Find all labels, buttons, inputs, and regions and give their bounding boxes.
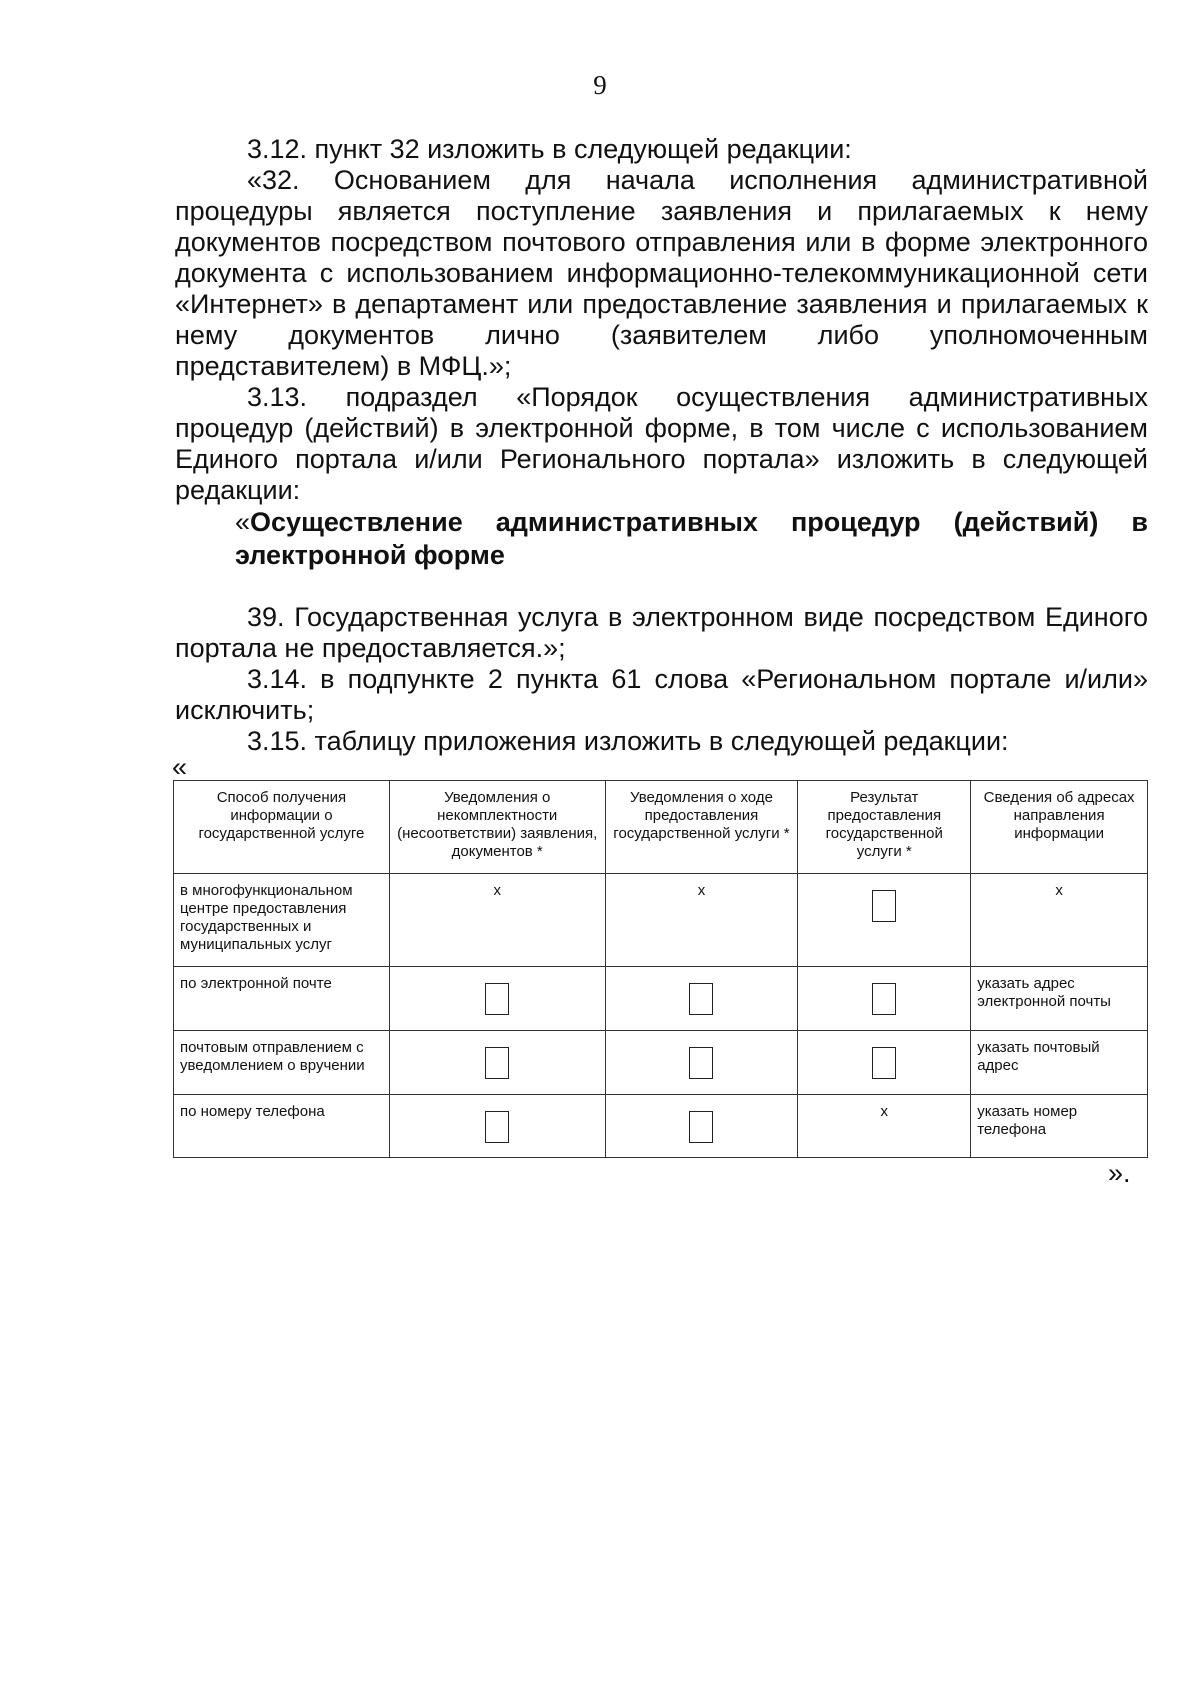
checkbox-square-icon: [872, 890, 896, 922]
cell-mark: x: [798, 1095, 971, 1158]
heading-text: Осуществление административных процедур (действий) в электронной форме: [235, 507, 1148, 570]
address-info: указать почтовый адрес: [971, 1031, 1148, 1095]
paragraph-3-15: 3.15. таблицу приложения изложить в следующей редакции:: [247, 726, 1009, 756]
cell-mark: x: [389, 874, 605, 967]
checkbox-square-icon: [872, 983, 896, 1015]
row-label: по электронной почте: [174, 967, 390, 1031]
checkbox-cell: [389, 967, 605, 1031]
checkbox-square-icon: [872, 1047, 896, 1079]
header-incompleteness-notice: Уведомления о некомплектности (несоответствии) заявления, документов *: [389, 781, 605, 874]
row-label: почтовым отправлением с уведомлением о вручении: [174, 1031, 390, 1095]
checkbox-cell: [798, 1031, 971, 1095]
address-info: указать адрес электронной почты: [971, 967, 1148, 1031]
table-row: [174, 967, 1148, 1031]
table-row: [174, 1031, 1148, 1095]
checkbox-cell: [389, 1095, 605, 1158]
table-row: [174, 1095, 1148, 1158]
checkbox-cell: [605, 967, 798, 1031]
checkbox-square-icon: [689, 1047, 713, 1079]
table-row: [174, 874, 1148, 967]
checkbox-cell: [389, 1031, 605, 1095]
checkbox-cell: [798, 967, 971, 1031]
table-close-quote: ».: [1108, 1158, 1131, 1188]
header-result: Результат предоставления государственной услуги *: [798, 781, 971, 874]
header-address-info: Сведения об адресах направления информации: [971, 781, 1148, 874]
heading-open-quote: «: [235, 507, 251, 537]
paragraph-3-13: 3.13. подраздел «Порядок осуществления административных процедур (действий) в электронной форме, в том числе с использованием Единого портала и/или Регионального портала» изложить в следующей редакции:: [175, 382, 1148, 505]
row-label: в многофункциональном центре предоставления государственных и муниципальных услуг: [174, 874, 390, 967]
address-info: указать номер телефона: [971, 1095, 1148, 1158]
checkbox-square-icon: [485, 1047, 509, 1079]
section-heading: [175, 506, 1148, 572]
checkbox-cell: [605, 1095, 798, 1158]
page-number: 9: [593, 70, 607, 100]
cell-mark: x: [971, 874, 1148, 967]
paragraph-32-text: «32. Основанием для начала исполнения административной процедуры является поступление заявления и прилагаемых к нему документов посредством почтового отправления или в форме электронного документа с использованием информационно-телекоммуникационной сети «Интернет» в департамент или предоставление заявления и прилагаемых к нему документов лично (заявителем либо уполномоченным представителем) в МФЦ.»;: [175, 165, 1148, 381]
checkbox-square-icon: [485, 983, 509, 1015]
paragraph-3-14: 3.14. в подпункте 2 пункта 61 слова «Региональном портале и/или» исключить;: [175, 664, 1148, 725]
table-header-row: [174, 781, 1148, 874]
table-open-quote: «: [172, 752, 188, 782]
row-label: по номеру телефона: [174, 1095, 390, 1158]
paragraph-39: 39. Государственная услуга в электронном виде посредством Единого портала не предоставляется.»;: [175, 602, 1148, 663]
paragraph-3-12: 3.12. пункт 32 изложить в следующей редакции:: [247, 134, 852, 164]
checkbox-square-icon: [689, 983, 713, 1015]
checkbox-cell: [605, 1031, 798, 1095]
appendix-table: [173, 780, 1148, 1158]
header-method: Способ получения информации о государственной услуге: [174, 781, 390, 874]
document-body: [175, 134, 1148, 757]
checkbox-square-icon: [485, 1111, 509, 1143]
checkbox-square-icon: [689, 1111, 713, 1143]
header-progress-notice: Уведомления о ходе предоставления государственной услуги *: [605, 781, 798, 874]
checkbox-cell: [798, 874, 971, 967]
cell-mark: x: [605, 874, 798, 967]
